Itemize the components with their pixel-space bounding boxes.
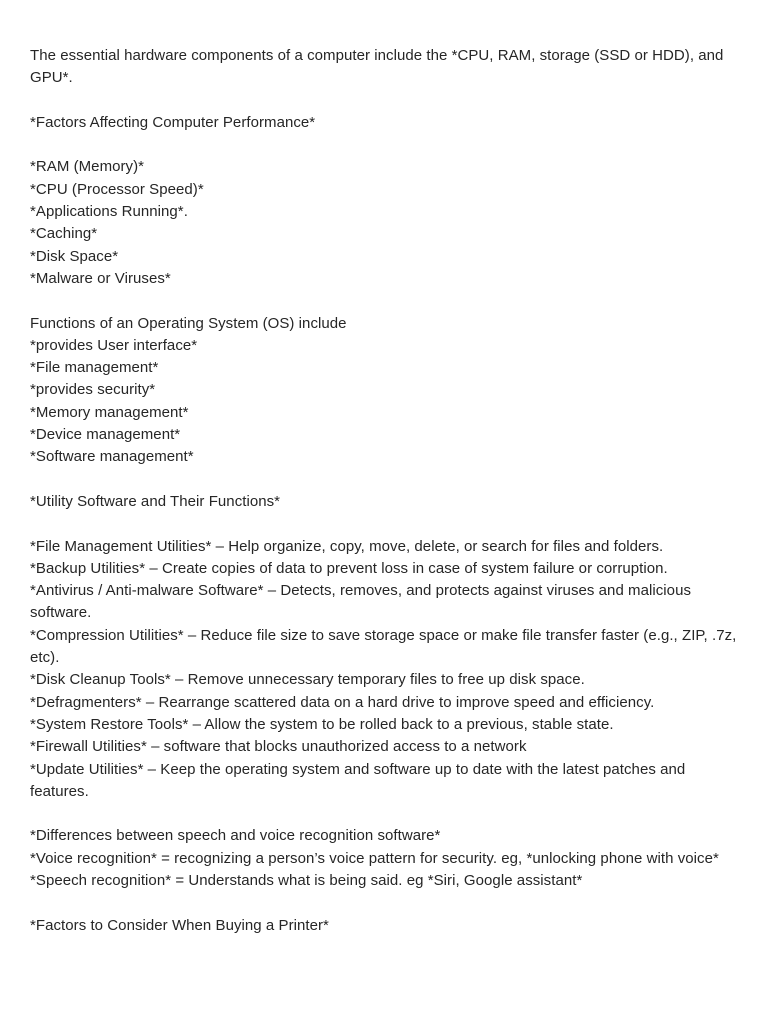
list-item: *File management* bbox=[30, 359, 159, 377]
list-item: *System Restore Tools* – Allow the system to be rolled back to a previous, stable state. bbox=[30, 715, 614, 733]
heading-utility-software: *Utility Software and Their Functions* bbox=[30, 492, 281, 510]
list-item: *Speech recognition* = Understands what is being said. eg *Siri, Google assistant* bbox=[30, 871, 583, 889]
list-item: *Disk Cleanup Tools* – Remove unnecessary temporary files to free up disk space. bbox=[30, 671, 585, 689]
note-body bbox=[30, 45, 742, 937]
list-item: *Memory management* bbox=[30, 403, 189, 421]
blank-line bbox=[30, 892, 742, 914]
heading-recognition-differences: *Differences between speech and voice recognition software* bbox=[30, 827, 441, 845]
list-item: *Device management* bbox=[30, 426, 181, 444]
heading-printer-factors: *Factors to Consider When Buying a Printer* bbox=[30, 916, 329, 934]
os-functions-intro: Functions of an Operating System (OS) include bbox=[30, 314, 347, 332]
list-item: *RAM (Memory)* bbox=[30, 158, 145, 176]
list-item: *File Management Utilities* – Help organize, copy, move, delete, or search for files and folders. bbox=[30, 537, 664, 555]
list-item: *Firewall Utilities* – software that blocks unauthorized access to a network bbox=[30, 738, 527, 756]
list-item: *provides security* bbox=[30, 381, 156, 399]
blank-line bbox=[30, 803, 742, 825]
list-item: *Defragmenters* – Rearrange scattered data on a hard drive to improve speed and efficiency. bbox=[30, 693, 655, 711]
list-item: *Applications Running*. bbox=[30, 203, 188, 221]
list-item: *Disk Space* bbox=[30, 247, 119, 265]
intro-paragraph: The essential hardware components of a computer include the *CPU, RAM, storage (SSD or HDD), and GPU*. bbox=[30, 47, 724, 87]
blank-line bbox=[30, 90, 742, 112]
list-item: *Software management* bbox=[30, 448, 194, 466]
blank-line bbox=[30, 134, 742, 156]
list-item: *Voice recognition* = recognizing a person’s voice pattern for security. eg, *unlocking phone with voice* bbox=[30, 849, 719, 867]
list-item: *Malware or Viruses* bbox=[30, 269, 171, 287]
list-item: *Backup Utilities* – Create copies of data to prevent loss in case of system failure or corruption. bbox=[30, 559, 668, 577]
blank-line bbox=[30, 290, 742, 312]
list-item: *CPU (Processor Speed)* bbox=[30, 180, 204, 198]
list-item: *Caching* bbox=[30, 225, 98, 243]
list-item: *provides User interface* bbox=[30, 336, 198, 354]
list-item: *Antivirus / Anti-malware Software* – Detects, removes, and protects against viruses and malicious software. bbox=[30, 582, 692, 622]
blank-line bbox=[30, 513, 742, 535]
list-item: *Compression Utilities* – Reduce file size to save storage space or make file transfer faster (e.g., ZIP, .7z, etc). bbox=[30, 626, 737, 667]
list-item: *Update Utilities* – Keep the operating system and software up to date with the latest patches and features. bbox=[30, 760, 686, 800]
heading-performance-factors: *Factors Affecting Computer Performance* bbox=[30, 113, 316, 131]
blank-line bbox=[30, 469, 742, 491]
